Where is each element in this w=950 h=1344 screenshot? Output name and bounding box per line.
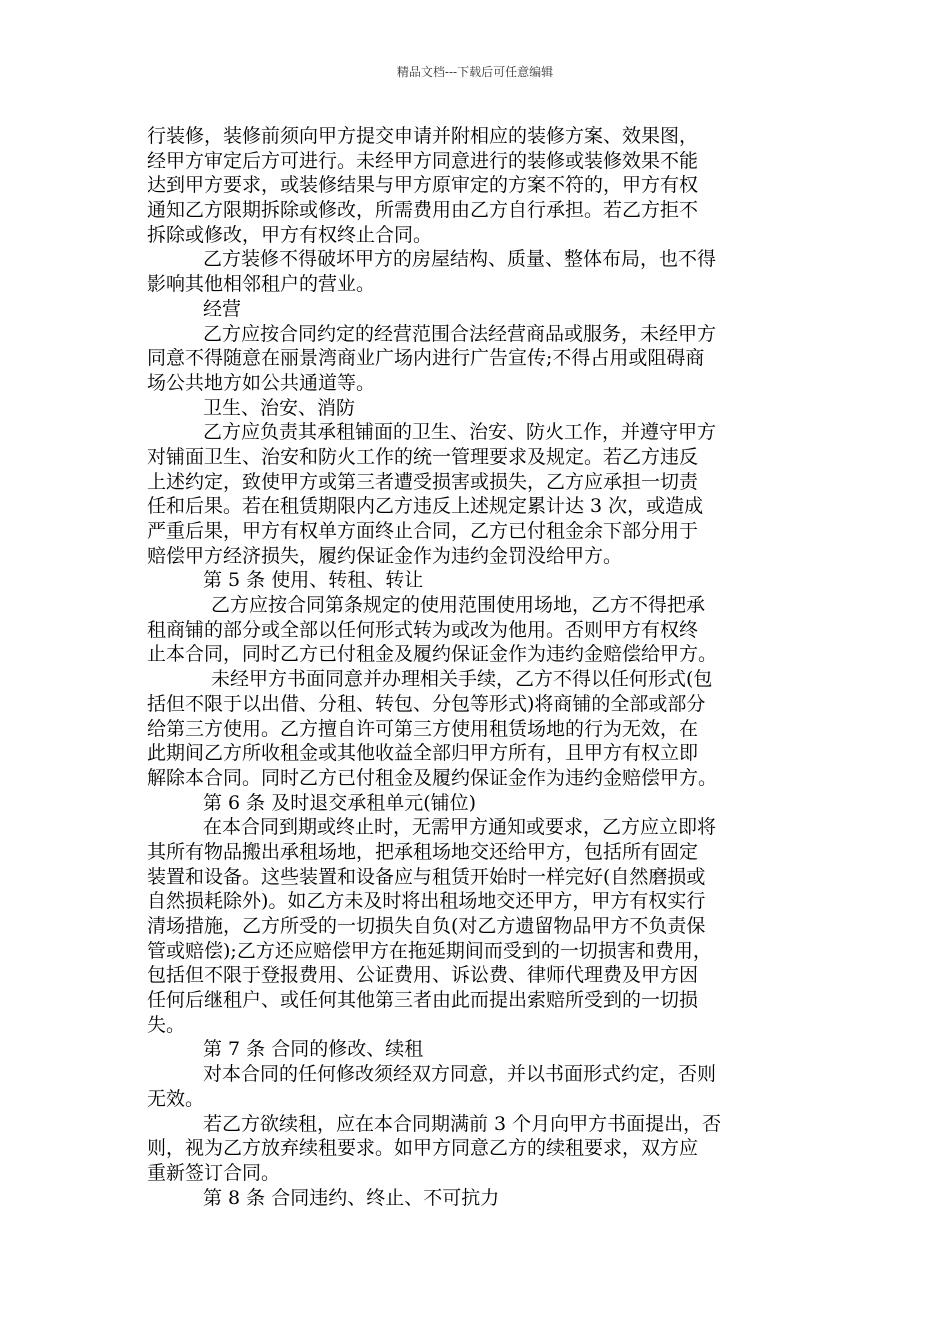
text-line: 给第三方使用。乙方擅自许可第三方使用租赁场地的行为无效，在 bbox=[147, 717, 699, 740]
text-line: 任和后果。若在租赁期限内乙方违反上述规定累计达 3 次，或造成 bbox=[147, 495, 704, 518]
text-line: 第 8 条 合同违约、终止、不可抗力 bbox=[203, 1186, 500, 1209]
text-line: 乙方应按合同约定的经营范围合法经营商品或服务，未经甲方 bbox=[203, 322, 717, 345]
text-line: 影响其他相邻租户的营业。 bbox=[147, 273, 376, 296]
text-line: 失。 bbox=[147, 1013, 186, 1036]
text-line: 括但不限于以出借、分租、转包、分包等形式)将商铺的全部或部分 bbox=[147, 692, 706, 715]
text-line: 清场措施，乙方所受的一切损失自负(对乙方遗留物品甲方不负责保 bbox=[147, 915, 706, 937]
text-line: 第 7 条 合同的修改、续租 bbox=[203, 1038, 424, 1061]
text-line: 上述约定，致使甲方或第三者遭受损害或损失，乙方应承担一切责 bbox=[147, 470, 699, 493]
text-line: 乙方装修不得破坏甲方的房屋结构、质量、整体布局，也不得 bbox=[203, 248, 717, 271]
text-line: 经甲方审定后方可进行。未经甲方同意进行的装修或装修效果不能 bbox=[147, 149, 699, 172]
text-line: 包括但不限于登报费用、公证费用、诉讼费、律师代理费及甲方因 bbox=[147, 964, 699, 987]
text-line: 未经甲方书面同意并办理相关手续，乙方不得以任何形式(包 bbox=[211, 668, 713, 691]
text-line: 乙方应负责其承租铺面的卫生、治安、防火工作，并遵守甲方 bbox=[203, 421, 717, 444]
text-line: 任何后继租户、或任何其他第三者由此而提出索赔所受到的一切损 bbox=[147, 989, 699, 1012]
text-line: 赔偿甲方经济损失，履约保证金作为违约金罚没给甲方。 bbox=[147, 544, 623, 567]
text-line: 达到甲方要求，或装修结果与甲方原审定的方案不符的，甲方有权 bbox=[147, 174, 699, 197]
text-line: 对本合同的任何修改须经双方同意，并以书面形式约定，否则 bbox=[203, 1063, 717, 1086]
text-line: 对铺面卫生、治安和防火工作的统一管理要求及规定。若乙方违反 bbox=[147, 445, 699, 468]
text-line: 此期间乙方所收租金或其他收益全部归甲方所有，且甲方有权立即 bbox=[147, 742, 699, 765]
text-line: 严重后果，甲方有权单方面终止合同，乙方已付租金余下部分用于 bbox=[147, 520, 699, 542]
text-line: 自然损耗除外)。如乙方未及时将出租场地交还甲方，甲方有权实行 bbox=[147, 890, 706, 913]
text-line: 止本合同，同时乙方已付租金及履约保证金作为违约金赔偿给甲方。 bbox=[147, 643, 718, 666]
text-line: 经营 bbox=[203, 297, 242, 320]
text-line: 重新签订合同。 bbox=[147, 1161, 281, 1184]
text-line: 装置和设备。这些装置和设备应与租赁开始时一样完好(自然磨损或 bbox=[147, 865, 706, 888]
text-line: 其所有物品搬出承租场地，把承租场地交还给甲方，包括所有固定 bbox=[147, 840, 699, 863]
text-line: 场公共地方如公共通道等。 bbox=[147, 371, 376, 394]
text-line: 解除本合同。同时乙方已付租金及履约保证金作为违约金赔偿甲方。 bbox=[147, 766, 718, 789]
text-line: 若乙方欲续租，应在本合同期满前 3 个月向甲方书面提出，否 bbox=[203, 1112, 722, 1135]
text-line: 租商铺的部分或全部以任何形式转为或改为他用。否则甲方有权终 bbox=[147, 618, 699, 641]
text-line: 第 6 条 及时退交承租单元(铺位) bbox=[203, 791, 477, 814]
page-header: 精品文档---下载后可任意编辑 bbox=[396, 65, 554, 79]
text-line: 管或赔偿);乙方还应赔偿甲方在拖延期间而受到的一切损害和费用， bbox=[147, 939, 712, 962]
text-line: 同意不得随意在丽景湾商业广场内进行广告宣传;不得占用或阻碍商 bbox=[147, 347, 705, 370]
text-line: 无效。 bbox=[147, 1087, 205, 1110]
text-line: 第 5 条 使用、转租、转让 bbox=[203, 569, 424, 592]
text-line: 则，视为乙方放弃续租要求。如甲方同意乙方的续租要求，双方应 bbox=[147, 1137, 699, 1160]
document-body bbox=[147, 124, 807, 1210]
text-line: 卫生、治安、消防 bbox=[203, 396, 356, 419]
text-line: 行装修，装修前须向甲方提交申请并附相应的装修方案、效果图， bbox=[147, 125, 699, 147]
text-line: 乙方应按合同第条规定的使用范围使用场地，乙方不得把承 bbox=[211, 594, 706, 617]
text-line: 通知乙方限期拆除或修改，所需费用由乙方自行承担。若乙方拒不 bbox=[147, 199, 699, 222]
text-line: 拆除或修改，甲方有权终止合同。 bbox=[147, 223, 433, 246]
text-line: 在本合同到期或终止时，无需甲方通知或要求，乙方应立即将 bbox=[203, 816, 717, 839]
